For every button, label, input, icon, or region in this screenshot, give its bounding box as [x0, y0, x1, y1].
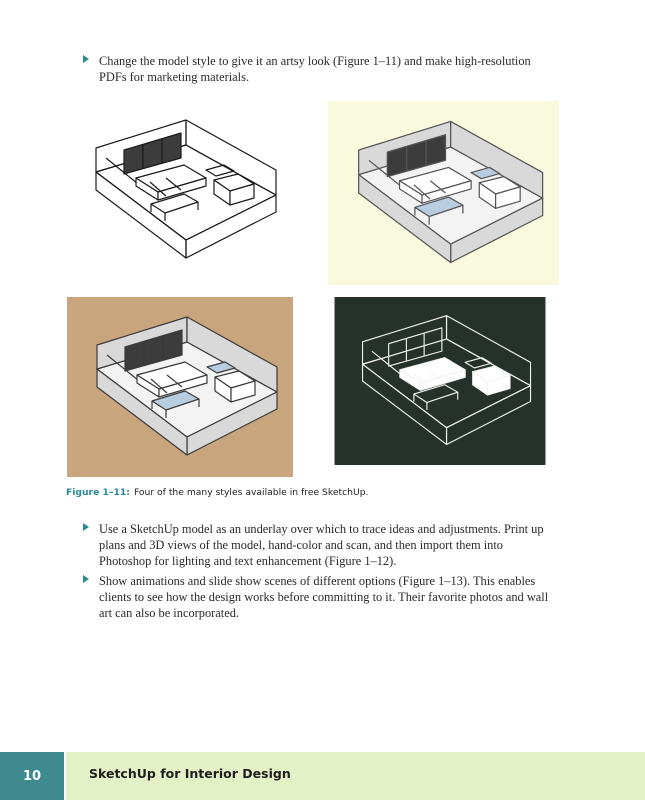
bullet-item-underlay: [83, 521, 553, 570]
bullet-text: Show animations and slide show scenes of different options (Figure 1–13). This enables clients to see how the design works before committing to it. Their favorite photos and wall art can also be incorporated.: [99, 574, 549, 621]
figure-caption: [66, 487, 368, 498]
bullet-arrow-icon: [83, 575, 89, 583]
figure-panel-sketch: [66, 100, 292, 280]
room-model-illustration: [328, 297, 552, 465]
page-footer: [0, 752, 645, 800]
footer-book-title: SketchUp for Interior Design: [89, 766, 291, 781]
bullet-item-style: [83, 53, 553, 85]
figure-panel-kraft-paper: [66, 297, 294, 477]
room-model-illustration: [66, 100, 292, 280]
room-model-illustration: [328, 100, 559, 286]
page-number: 10: [0, 752, 64, 800]
room-model-illustration: [66, 297, 294, 477]
bullet-arrow-icon: [83, 523, 89, 531]
figure-caption-label: Figure 1–11:: [66, 487, 130, 498]
figure-caption-text: Four of the many styles available in free SketchUp.: [133, 487, 369, 498]
figure-panel-chalkboard: [328, 297, 552, 465]
bullet-text: Change the model style to give it an artsy look (Figure 1–11) and make high-resolution PDFs for marketing materials.: [99, 54, 531, 85]
figure-panel-pale-yellow: [328, 100, 559, 286]
bullet-item-animations: [83, 573, 553, 622]
bullet-text: Use a SketchUp model as an underlay over which to trace ideas and adjustments. Print up plans and 3D views of the model, hand-color and scan, and then import them into Photoshop for lighting and text enhancement (Figure 1–12).: [99, 522, 544, 569]
bullet-arrow-icon: [83, 55, 89, 63]
